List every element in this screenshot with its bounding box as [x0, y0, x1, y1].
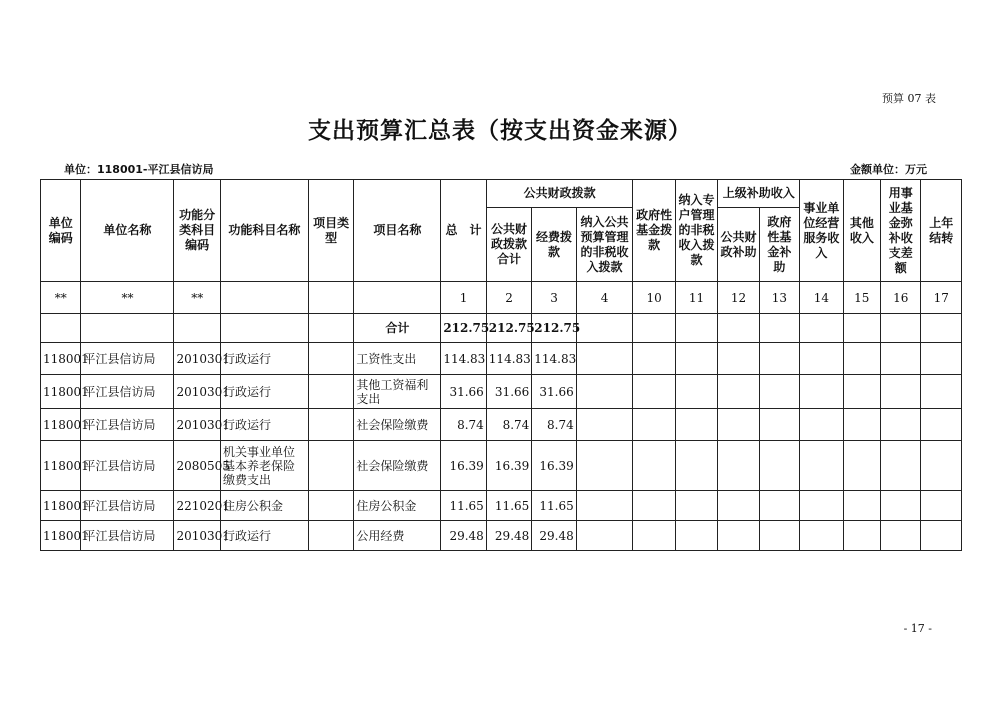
- funding-cell: 11.65: [532, 491, 576, 521]
- total-funding: 212.75: [532, 314, 576, 343]
- proj-name-cell: 公用经费: [354, 521, 441, 551]
- header-public-finance-subsidy: 公共财政补助: [718, 208, 759, 282]
- index-cell: [220, 282, 308, 314]
- header-other-income: 其他收入: [843, 180, 880, 282]
- unit-name-cell: 平江县信访局: [81, 441, 174, 491]
- index-cell: **: [81, 282, 174, 314]
- header-func-name: 功能科目名称: [220, 180, 308, 282]
- public-total-cell: 31.66: [486, 375, 531, 409]
- budget-table: [40, 179, 962, 551]
- amount-unit-label: 金额单位：万元: [850, 163, 927, 176]
- func-code-cell: 2010301: [174, 375, 221, 409]
- header-gov-fund: 政府性基金拨款: [633, 180, 675, 282]
- proj-type-cell: [308, 441, 353, 491]
- unit-code-cell: 118001: [41, 521, 81, 551]
- funding-cell: 31.66: [532, 375, 576, 409]
- proj-type-cell: [308, 343, 353, 375]
- func-code-cell: 2210201: [174, 491, 221, 521]
- func-name-cell: 行政运行: [220, 343, 308, 375]
- header-business-service: 事业单位经营服务收入: [800, 180, 843, 282]
- index-cell: 4: [576, 282, 633, 314]
- index-cell: [354, 282, 441, 314]
- page-number: - 17 -: [903, 622, 932, 635]
- header-func-code: 功能分类科目编码: [174, 180, 221, 282]
- total-public: 212.75: [486, 314, 531, 343]
- proj-type-cell: [308, 521, 353, 551]
- proj-name-cell: 社会保险缴费: [354, 441, 441, 491]
- index-cell: 10: [633, 282, 675, 314]
- unit-code-cell: 118001: [41, 409, 81, 441]
- header-carryover: 上年结转: [921, 180, 962, 282]
- index-cell: 2: [486, 282, 531, 314]
- index-cell: [308, 282, 353, 314]
- proj-type-cell: [308, 409, 353, 441]
- public-total-cell: 114.83: [486, 343, 531, 375]
- proj-name-cell: 其他工资福利支出: [354, 375, 441, 409]
- unit-code-cell: 118001: [41, 375, 81, 409]
- header-unit-code: 单位编码: [41, 180, 81, 282]
- func-name-cell: 机关事业单位基本养老保险缴费支出: [220, 441, 308, 491]
- unit-name-cell: 平江县信访局: [81, 521, 174, 551]
- total-cell: 114.83: [441, 343, 486, 375]
- index-cell: 3: [532, 282, 576, 314]
- index-cell: 12: [718, 282, 759, 314]
- form-code: 预算 07 表: [882, 92, 936, 105]
- func-name-cell: 住房公积金: [220, 491, 308, 521]
- proj-name-cell: 住房公积金: [354, 491, 441, 521]
- table-row: [41, 521, 962, 551]
- index-cell: 11: [675, 282, 717, 314]
- unit-name-cell: 平江县信访局: [81, 343, 174, 375]
- table-row: [41, 441, 962, 491]
- total-cell: 31.66: [441, 375, 486, 409]
- funding-cell: 29.48: [532, 521, 576, 551]
- proj-name-cell: 社会保险缴费: [354, 409, 441, 441]
- table-row: [41, 409, 962, 441]
- total-cell: 16.39: [441, 441, 486, 491]
- public-total-cell: 16.39: [486, 441, 531, 491]
- func-code-cell: 2080505: [174, 441, 221, 491]
- proj-type-cell: [308, 491, 353, 521]
- index-cell: 17: [921, 282, 962, 314]
- unit-label: 单位：118001-平江县信访局: [64, 163, 214, 176]
- header-superior-subsidy: 上级补助收入: [718, 180, 800, 208]
- total-cell: 11.65: [441, 491, 486, 521]
- page-title: 支出预算汇总表（按支出资金来源）: [308, 117, 692, 144]
- index-row: [41, 282, 962, 314]
- unit-code-cell: 118001: [41, 441, 81, 491]
- public-total-cell: 8.74: [486, 409, 531, 441]
- unit-name-cell: 平江县信访局: [81, 491, 174, 521]
- func-code-cell: 2010301: [174, 343, 221, 375]
- header-gov-fund-subsidy: 政府性基金补助: [759, 208, 799, 282]
- total-label: 合计: [354, 314, 441, 343]
- unit-code-cell: 118001: [41, 491, 81, 521]
- unit-name-cell: 平江县信访局: [81, 375, 174, 409]
- funding-cell: 114.83: [532, 343, 576, 375]
- header-funding: 经费拨款: [532, 208, 576, 282]
- index-cell: 16: [881, 282, 921, 314]
- total-row: [41, 314, 962, 343]
- public-total-cell: 29.48: [486, 521, 531, 551]
- public-total-cell: 11.65: [486, 491, 531, 521]
- unit-name-cell: 平江县信访局: [81, 409, 174, 441]
- header-non-tax-public: 纳入公共预算管理的非税收入拨款: [576, 208, 633, 282]
- table-row: [41, 491, 962, 521]
- header-proj-type: 项目类型: [308, 180, 353, 282]
- total-cell: 29.48: [441, 521, 486, 551]
- index-cell: 15: [843, 282, 880, 314]
- header-public-finance: 公共财政拨款: [486, 180, 633, 208]
- index-cell: 14: [800, 282, 843, 314]
- proj-type-cell: [308, 375, 353, 409]
- header-total: 总 计: [441, 180, 486, 282]
- funding-cell: 8.74: [532, 409, 576, 441]
- header-public-finance-total: 公共财政拨款合计: [486, 208, 531, 282]
- func-name-cell: 行政运行: [220, 409, 308, 441]
- table-row: [41, 375, 962, 409]
- index-cell: **: [174, 282, 221, 314]
- table-row: [41, 343, 962, 375]
- index-cell: **: [41, 282, 81, 314]
- proj-name-cell: 工资性支出: [354, 343, 441, 375]
- index-cell: 1: [441, 282, 486, 314]
- func-code-cell: 2010301: [174, 521, 221, 551]
- func-code-cell: 2010301: [174, 409, 221, 441]
- header-special-non-tax: 纳入专户管理的非税收入拨款: [675, 180, 717, 282]
- total-total: 212.75: [441, 314, 486, 343]
- header-proj-name: 项目名称: [354, 180, 441, 282]
- index-cell: 13: [759, 282, 799, 314]
- funding-cell: 16.39: [532, 441, 576, 491]
- total-cell: 8.74: [441, 409, 486, 441]
- header-unit-name: 单位名称: [81, 180, 174, 282]
- header-business-fund: 用事业基金弥补收支差额: [881, 180, 921, 282]
- func-name-cell: 行政运行: [220, 521, 308, 551]
- unit-code-cell: 118001: [41, 343, 81, 375]
- func-name-cell: 行政运行: [220, 375, 308, 409]
